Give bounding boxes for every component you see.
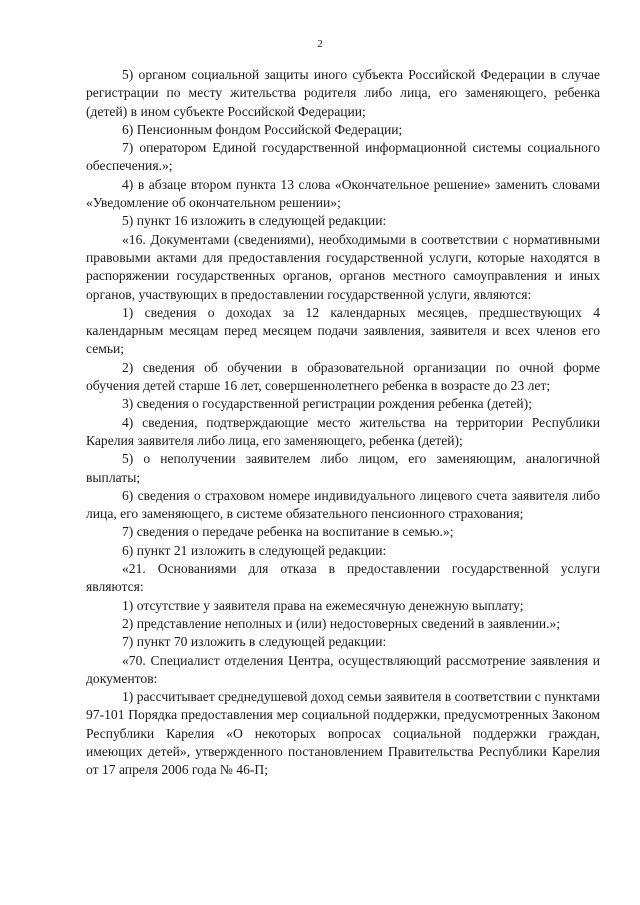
paragraph: 4) сведения, подтверждающие место жительства на территории Республики Карелия заявителя либо лица, его заменяющего, ребенка (детей);: [86, 414, 600, 448]
paragraph: 7) пункт 70 изложить в следующей редакции:: [122, 634, 387, 650]
document-body: [86, 66, 600, 780]
paragraph: 1) сведения о доходах за 12 календарных месяцев, предшествующих 4 календарным месяцам перед месяцем подачи заявления, заявителя и всех членов его семьи;: [86, 304, 600, 357]
paragraph: 5) пункт 16 изложить в следующей редакции:: [122, 213, 387, 229]
paragraph: 1) рассчитывает среднедушевой доход семьи заявителя в соответствии с пунктами 97-101 Порядка предоставления мер социальной поддержки, предусмотренных Законом Республики Карелия «О некоторых вопросах социальной поддержки граждан, имеющих детей», утвержденного постановлением Правительства Республики Карелия от 17 апреля 2006 года № 46-П;: [86, 689, 601, 778]
paragraph: 6) пункт 21 изложить в следующей редакции:: [122, 542, 387, 558]
paragraph: «16. Документами (сведениями), необходимыми в соответствии с нормативными правовыми актами для предоставления государственной услуги, которые находятся в распоряжении государственных органов, органов местного самоуправления и иных органов, участвующих в предоставлении государственной услуги, являются:: [86, 231, 600, 302]
paragraph: 7) оператором Единой государственной информационной системы социального обеспечения.»;: [86, 140, 600, 174]
paragraph: 1) отсутствие у заявителя права на ежемесячную денежную выплату;: [122, 597, 524, 613]
paragraph: 5) органом социальной защиты иного субъекта Российской Федерации в случае регистрации по месту жительства родителя либо лица, его заменяющего, ребенка (детей) в ином субъекте Российской Федерации;: [86, 67, 600, 119]
paragraph: «70. Специалист отделения Центра, осуществляющий рассмотрение заявления и документов:: [86, 652, 600, 686]
paragraph: «21. Основаниями для отказа в предоставлении государственной услуги являются:: [86, 561, 600, 595]
paragraph: 4) в абзаце втором пункта 13 слова «Окончательное решение» заменить словами «Уведомление об окончательном решении»;: [86, 176, 600, 211]
paragraph: 3) сведения о государственной регистрации рождения ребенка (детей);: [122, 396, 532, 412]
paragraph: 6) сведения о страховом номере индивидуального лицевого счета заявителя либо лица, его заменяющего, в системе обязательного пенсионного страхования;: [86, 487, 600, 522]
paragraph: 2) сведения об обучении в образовательной организации по очной форме обучения детей старше 16 лет, совершеннолетнего ребенка в возрасте до 23 лет;: [86, 359, 600, 394]
paragraph: 5) о неполучении заявителем либо лицом, его заменяющим, аналогичной выплаты;: [86, 451, 600, 485]
paragraph: 6) Пенсионным фондом Российской Федерации;: [122, 121, 403, 137]
page-number: 2: [317, 38, 323, 50]
paragraph: 2) представление неполных и (или) недостоверных сведений в заявлении.»;: [122, 615, 561, 631]
paragraph: 7) сведения о передаче ребенка на воспитание в семью.»;: [122, 524, 454, 540]
